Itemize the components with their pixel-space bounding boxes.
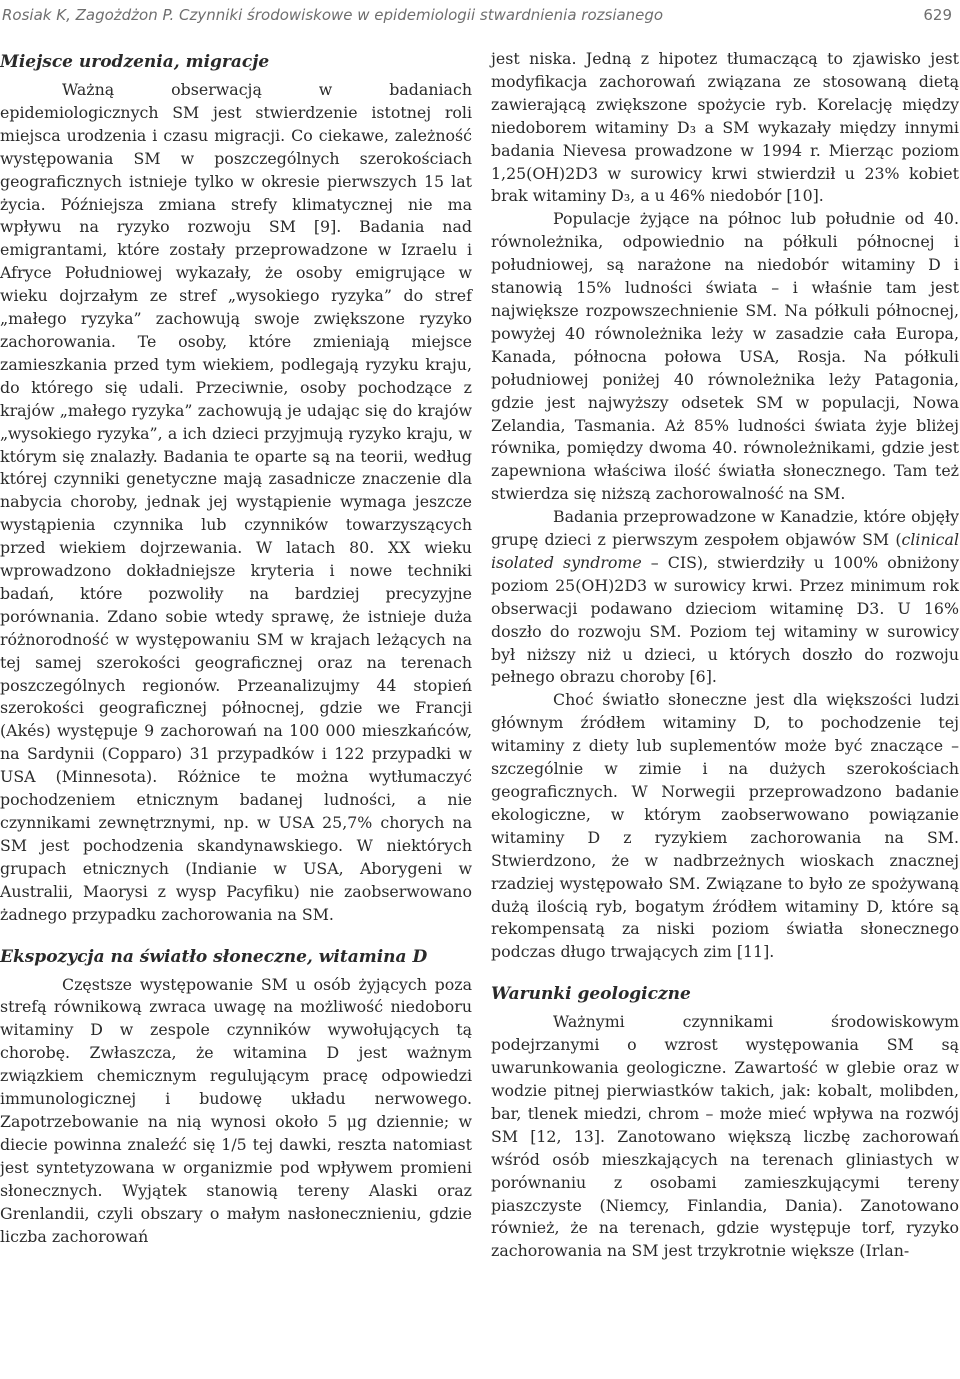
page-header <box>2 0 952 30</box>
paragraph-populations: Populacje żyjące na północ lub południe od 40. równoleżnika, odpowiednio na półkuli północnej i południowej, są narażone na niedobór witaminy D i stanowią 15% ludności świata – i właśnie tam jest największe rozpowszechnienie SM. Na półkuli północnej, powyżej 40 równoleżnika leży w zasadzie cała Europa, Kanada, północna połowa USA, Rosja. Na półkuli południowej poniżej 40 równoleżnika leży Patagonia, gdzie jest najwyższy odsetek SM w populacji, Nowa Zelandia, Tasmania. Aż 85% ludności świata żyje bliżej równika, pomiędzy dwoma 40. równoleżnikami, gdzie jest zapewniona właściwa ilość światła słonecznego. Tam też stwierdza się niższą zachorowalność na SM. <box>491 209 959 504</box>
paragraph-canada-study-text-b: – CIS), stwierdziły u 100% obniżony poziom 25(OH)2D3 w surowicy krwi. Przez minimum rok obserwacji podawano dzieciom witaminę D3. U 16% doszło do rozwoju SM. Poziom tej witaminy w surowicy był niższy niż u dzieci, u których doszło do rozwoju pełnego obrazu choroby [6]. <box>491 552 959 687</box>
paragraph-diet-norway: Choć światło słoneczne jest dla większości ludzi głównym źródłem witaminy D, to pochodzenie tej witaminy z diety lub suplementów może być znaczące – szczególnie w zimie i na dużych szerokościach geograficznych. W Norwegii przeprowadzono badanie ekologiczne, w którym zaobserwowano powiązanie witaminy D z ryzykiem zachorowania na SM. Stwierdzono, że w nadbrzeżnych wioskach znacznej rzadziej występowało SM. Związane to było ze spożywaną dużą ilością ryb, bogatym źródłem witaminy D, które są rekompensatą za niski poziom światła słonecznego podczas długo trwających zim [11]. <box>491 690 959 962</box>
right-column <box>491 48 959 1263</box>
page-number: 629 <box>923 6 952 24</box>
paragraph-geology: Ważnymi czynnikami środowiskowym podejrzanymi o wzrost występowania SM są uwarunkowania geologiczne. Zawartość w glebie oraz w wodzie pitnej pierwiastków takich, jak: kobalt, molibden, bar, tlenek miedzi, chrom – może mieć wpływa na rozwój SM [12, 13]. Zanotowano większą liczbę zachorowań wśród osób mieszkających na terenach gliniastych w porównaniu z osobami zamieszkującymi tereny piaszczyste (Niemcy, Finlandia, Dania). Zanotowano również, że na terenach, gdzie występuje torf, ryzyko zachorowania na SM jest trzykrotnie większe (Irlan- <box>491 1012 959 1261</box>
paragraph-canada-study-text-a: Badania przeprowadzone w Kanadzie, które objęły grupę dzieci z pierwszym zespołem objawów SM ( <box>491 507 959 550</box>
section-heading-sunlight: Ekspozycja na światło słoneczne, witamina D <box>0 946 428 967</box>
paragraph-sunlight: Częstsze występowanie SM u osób żyjących poza strefą równikową zwraca uwagę na możliwość niedoboru witaminy D w zespole czynników wywołujących tą chorobę. Zwłaszcza, że witamina D jest ważnym związkiem chemicznym regulującym pracę odpowiedzi immunologicznej i budowę układu nerwowego. Zapotrzebowanie na nią wynosi około 5 μg dziennie; w diecie powinna znaleźć się 1/5 tej dawki, reszta natomiast jest syntetyzowana w organizmie pod wpływem promieni słonecznych. Wyjątek stanowią tereny Alaski oraz Grenlandii, czyli obszary o małym nasłonecznieniu, gdzie liczba zachorowań <box>0 974 472 1246</box>
paragraph-birthplace: Ważną obserwacją w badaniach epidemiologicznych SM jest stwierdzenie istotnej roli miejsca urodzenia i czasu migracji. Co ciekawe, zależność występowania SM w poszczególnych szerokościach geograficznych istnieje tylko w okresie pierwszych 15 lat życia. Późniejsza zmiana strefy klimatycznej nie ma wpływu na ryzyko rozwoju SM [9]. Badania nad emigrantami, które zostały przeprowadzone w Izraelu i Afryce Południowej wykazały, że osoby emigrujące w wieku dojrzałym ze stref „wysokiego ryzyka” do stref „małego ryzyka” zachowują swoje zwiększone ryzyko zachorowania. Te osoby, które zmieniają miejsce zamieszkania przed tym wiekiem, podlegają ryzyku kraju, do którego się udali. Przeciwnie, osoby pochodzące z krajów „małego ryzyka” zachowują je udając się do krajów „wysokiego ryzyka”, a ich dzieci przyjmują ryzyko kraju, w którym się znalazły. Badania te oparte są na teorii, według której czynniki genetyczne mają zasadnicze znaczenie dla nabycia choroby, jednak jej wystąpienie wymaga jeszcze wystąpienia czynnika lub czynników towarzyszących przed wiekiem dojrzewania. W latach 80. XX wieku wprowadzono dokładniejsze kryteria i nowe techniki badań, które pozwoliły na bardziej precyzyjne porównania. Zdano sobie wtedy sprawę, że istnieje duża różnorodność w występowaniu SM w krajach leżących na tej samej szerokości geograficznej oraz na terenach poszczególnych regionów. Przeanalizujmy 44 stopień szerokości geograficznej północnej, gdzie we Francji (Akés) występuje 9 zachorowań na 100 000 mieszkańców, na Sardynii (Copparo) 31 przypadków i 122 przypadki w USA (Minnesota). Różnice te można wytłumaczyć pochodzeniem etnicznym badanej ludności, a nie czynnikami zewnętrznymi, np. w USA 25,7% chorych na SM jest pochodzenia skandynawskiego. W niektórych grupach etnicznych (Indianie w USA, Aborygeni w Australii, Maorysi z wysp Pacyfiku) nie zaobserwowano żadnego przypadku zachorowania na SM. <box>0 80 472 924</box>
section-heading-birthplace: Miejsce urodzenia, migracje <box>0 52 270 72</box>
paragraph-canada-study-term: clinical isolated syndrome <box>491 530 959 572</box>
paragraph-canada-study <box>491 506 959 689</box>
left-column <box>0 50 472 1248</box>
section-heading-geology: Warunki geologiczne <box>491 984 691 1005</box>
running-title: Rosiak K, Zagożdżon P. Czynniki środowiskowe w epidemiologii stwardnienia rozsianego <box>2 6 664 24</box>
paragraph-continuation: jest niska. Jedną z hipotez tłumaczącą to zjawisko jest modyfikacja zachorowań związana ze stosowaną dietą zawierającą zwiększone spożycie ryb. Korelację między niedoborem witaminy D₃ a SM wykazały między innymi badania Nievesa prowadzone w 1994 r. Mierząc poziom 1,25(OH)2D3 w surowicy krwi stwierdził u 23% kobiet brak witaminy D₃, a u 46% niedobór [10]. <box>491 49 959 206</box>
